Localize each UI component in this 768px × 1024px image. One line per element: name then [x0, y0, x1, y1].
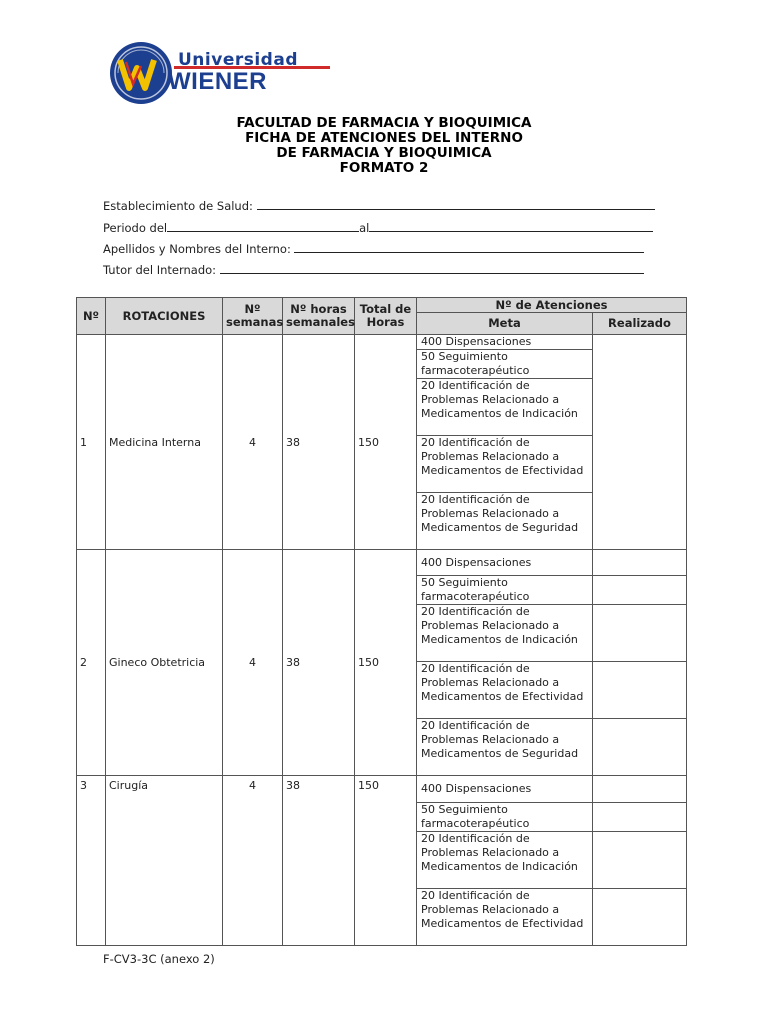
title-line-1: FACULTAD DE FARMACIA Y BIOQUIMICA: [236, 115, 532, 131]
cell-meta: 400 Dispensaciones: [417, 776, 593, 803]
logo-text-universidad: Universidad: [178, 50, 298, 70]
document-title: [0, 116, 768, 176]
cell-realizado[interactable]: [593, 832, 687, 889]
cell-meta: 50 Seguimiento farmacoterapéutico: [417, 803, 593, 832]
cell-horas: 38: [283, 776, 355, 946]
field-line-establecimiento[interactable]: [257, 199, 655, 210]
cell-semanas: 4: [223, 776, 283, 946]
cell-meta: 20 Identificación de Problemas Relacionado a Medicamentos de Seguridad: [417, 493, 593, 550]
cell-no: 1: [77, 335, 106, 550]
cell-no: 3: [77, 776, 106, 946]
title-line-4: FORMATO 2: [339, 160, 429, 176]
cell-meta: 20 Identificación de Problemas Relacionado a Medicamentos de Efectividad: [417, 662, 593, 719]
field-line-periodo-al[interactable]: [369, 221, 653, 232]
field-line-tutor[interactable]: [220, 263, 644, 274]
cell-meta: 20 Identificación de Problemas Relacionado a Medicamentos de Indicación: [417, 832, 593, 889]
field-label-tutor: Tutor del Internado:: [103, 263, 217, 277]
cell-semanas: 4: [223, 550, 283, 776]
cell-realizado[interactable]: [593, 662, 687, 719]
cell-meta: 20 Identificación de Problemas Relacionado a Medicamentos de Efectividad: [417, 436, 593, 493]
header-rotaciones: ROTACIONES: [106, 298, 223, 335]
title-line-3: DE FARMACIA Y BIOQUIMICA: [276, 145, 492, 161]
field-label-establecimiento: Establecimiento de Salud:: [103, 199, 253, 213]
cell-total: 150: [355, 335, 417, 550]
cell-horas: 38: [283, 550, 355, 776]
header-atenciones: Nº de Atenciones: [417, 298, 687, 313]
cell-semanas: 4: [223, 335, 283, 550]
header-realizado: Realizado: [593, 313, 687, 335]
cell-meta: 20 Identificación de Problemas Relacionado a Medicamentos de Indicación: [417, 605, 593, 662]
cell-total: 150: [355, 550, 417, 776]
cell-meta: 50 Seguimiento farmacoterapéutico: [417, 350, 593, 379]
field-establecimiento: [103, 199, 655, 213]
cell-rotacion: Gineco Obtetricia: [106, 550, 223, 776]
header-horas-semanales: Nº horas semanales: [283, 298, 355, 335]
cell-realizado[interactable]: [593, 889, 687, 946]
table-row: [77, 550, 687, 576]
cell-realizado[interactable]: [593, 605, 687, 662]
field-periodo: [103, 221, 653, 235]
field-label-apellidos: Apellidos y Nombres del Interno:: [103, 242, 291, 256]
field-apellidos: [103, 242, 644, 256]
cell-realizado[interactable]: [593, 803, 687, 832]
cell-realizado[interactable]: [593, 576, 687, 605]
logo-text-wiener: WIENER: [168, 68, 267, 95]
cell-meta: 20 Identificación de Problemas Relacionado a Medicamentos de Efectividad: [417, 889, 593, 946]
cell-no: 2: [77, 550, 106, 776]
footer-code: F-CV3-3C (anexo 2): [103, 952, 215, 966]
field-line-periodo-del[interactable]: [167, 221, 359, 232]
table-row: [77, 776, 687, 803]
header-total-horas: Total de Horas: [355, 298, 417, 335]
cell-rotacion: Cirugía: [106, 776, 223, 946]
cell-meta: 50 Seguimiento farmacoterapéutico: [417, 576, 593, 605]
table-row: [77, 335, 687, 350]
cell-horas: 38: [283, 335, 355, 550]
header-meta: Meta: [417, 313, 593, 335]
cell-realizado[interactable]: [593, 550, 687, 576]
cell-meta: 400 Dispensaciones: [417, 550, 593, 576]
title-line-2: FICHA DE ATENCIONES DEL INTERNO: [245, 130, 523, 146]
header-no: Nº: [77, 298, 106, 335]
field-tutor: [103, 263, 644, 277]
cell-meta: 20 Identificación de Problemas Relacionado a Medicamentos de Seguridad: [417, 719, 593, 776]
field-line-apellidos[interactable]: [294, 242, 644, 253]
cell-realizado[interactable]: [593, 719, 687, 776]
cell-realizado[interactable]: [593, 335, 687, 550]
cell-total: 150: [355, 776, 417, 946]
field-label-periodo-al: al: [359, 221, 370, 235]
cell-meta: 20 Identificación de Problemas Relacionado a Medicamentos de Indicación: [417, 379, 593, 436]
cell-rotacion: Medicina Interna: [106, 335, 223, 550]
atenciones-table: [76, 297, 687, 946]
cell-realizado[interactable]: [593, 776, 687, 803]
cell-meta: 400 Dispensaciones: [417, 335, 593, 350]
header-semanas: Nº semanas: [223, 298, 283, 335]
field-label-periodo-del: Periodo del: [103, 221, 168, 235]
